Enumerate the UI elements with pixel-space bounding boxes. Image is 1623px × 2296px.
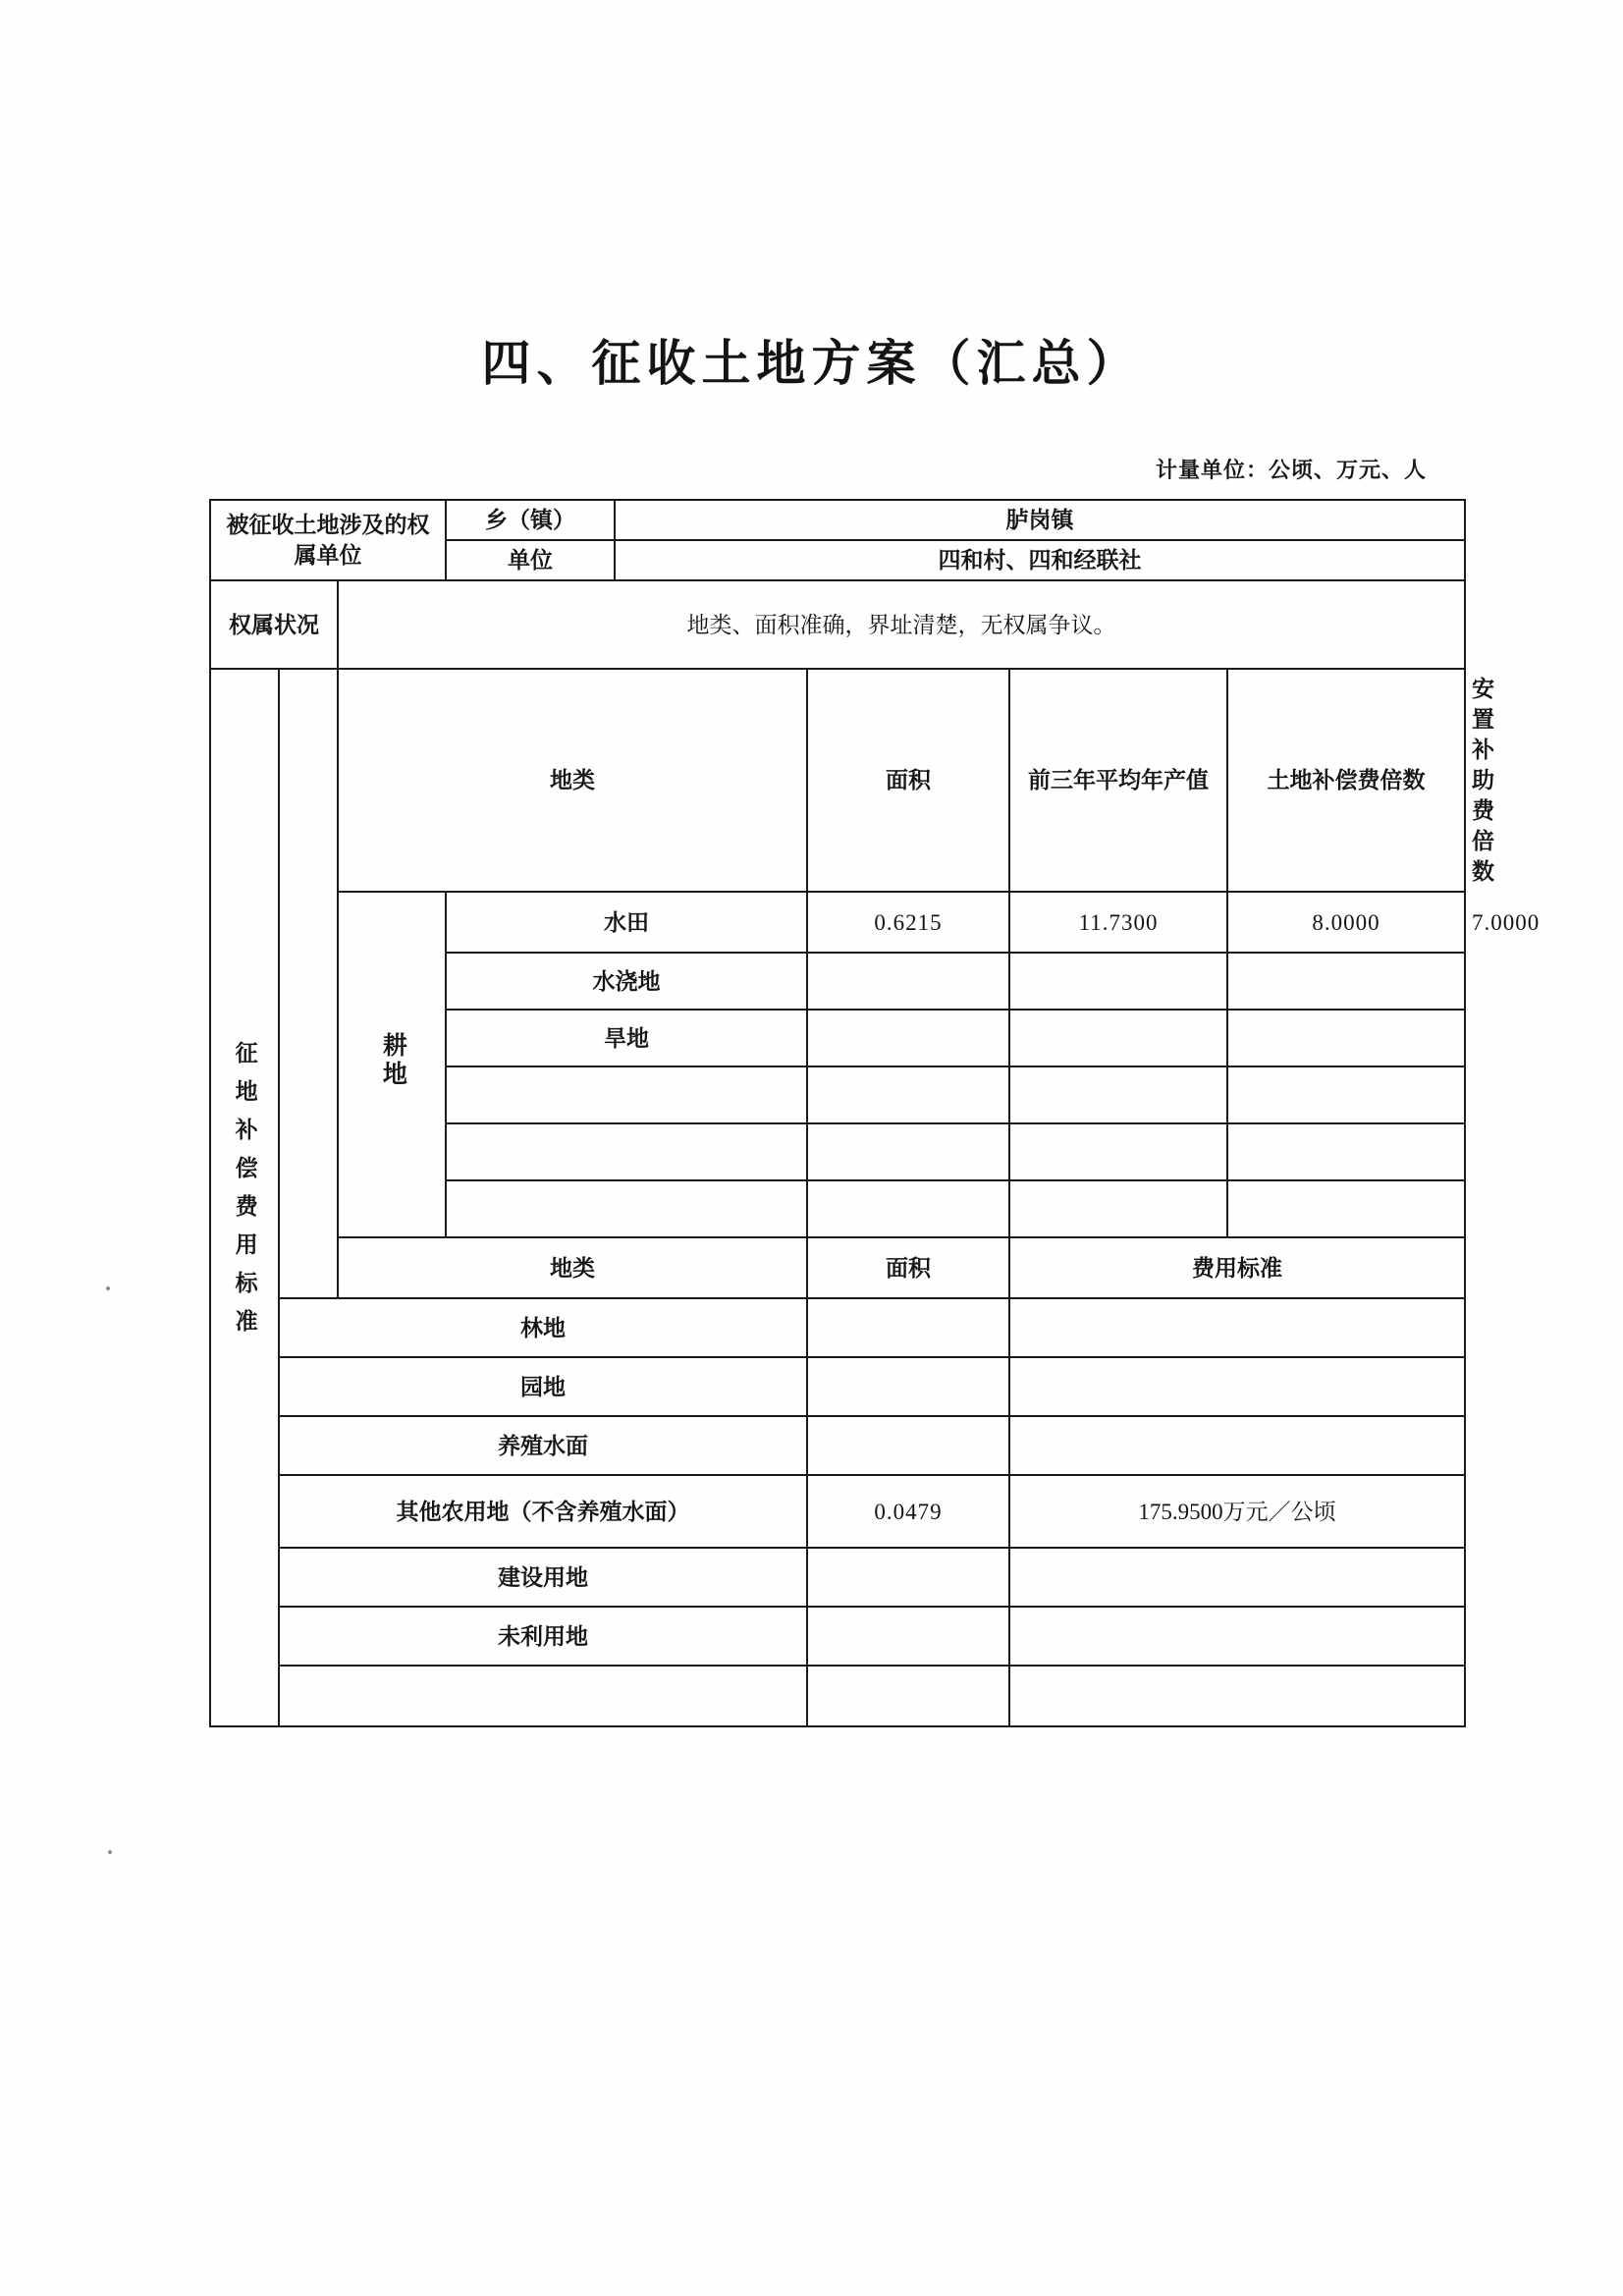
cell-area (807, 1180, 1009, 1237)
table-row: 耕地 水田 0.6215 11.7300 8.0000 7.0000 (210, 892, 1465, 953)
ownership-status-label: 权属状况 (210, 580, 338, 669)
table-row (210, 1416, 1465, 1475)
cell-land-multiplier (1227, 1010, 1465, 1066)
cell-land-multiplier (1227, 1123, 1465, 1180)
cell-avg-yield (1009, 1180, 1227, 1237)
scan-speck (106, 1286, 110, 1290)
cell-land-type: 养殖水面 (279, 1416, 807, 1475)
cell-area (807, 1357, 1009, 1416)
cell-land-type (446, 1180, 807, 1237)
cell-avg-yield: 11.7300 (1009, 892, 1227, 953)
col-header-avg-yield: 前三年平均年产值 (1009, 669, 1227, 892)
cell-area (807, 1607, 1009, 1666)
table-row-standard-header (210, 1237, 1465, 1298)
cell-land-type: 旱地 (446, 1010, 807, 1066)
cell-land-multiplier: 8.0000 (1227, 892, 1465, 953)
measurement-unit-note: 计量单位：公顷、万元、人 (1155, 458, 1427, 482)
cell-avg-yield (1009, 1123, 1227, 1180)
table-row (210, 1475, 1465, 1548)
cell-area (807, 1298, 1009, 1357)
table-row (210, 1666, 1465, 1726)
cell-fee-standard (1009, 1298, 1465, 1357)
table-row (210, 1357, 1465, 1416)
ownership-status-value: 地类、面积准确，界址清楚，无权属争议。 (338, 580, 1465, 669)
cell-land-multiplier (1227, 1180, 1465, 1237)
cell-area (807, 1548, 1009, 1607)
unit-value: 四和村、四和经联社 (615, 540, 1465, 580)
cell-area (807, 1010, 1009, 1066)
cell-land-type: 未利用地 (279, 1607, 807, 1666)
col-header-land-type: 地类 (338, 669, 807, 892)
cell-area (807, 1666, 1009, 1726)
col-header-area: 面积 (807, 669, 1009, 892)
cell-area: 0.0479 (807, 1475, 1009, 1548)
cell-fee-standard (1009, 1607, 1465, 1666)
land-requisition-table (209, 499, 1541, 1727)
col-header-fee-standard: 费用标准 (1009, 1237, 1465, 1298)
table-row (210, 1298, 1465, 1357)
col-header-land-multiplier: 土地补偿费倍数 (1227, 669, 1465, 892)
table-row-township (210, 500, 1465, 540)
township-value: 胪岗镇 (615, 500, 1465, 540)
cell-land-multiplier (1227, 1066, 1465, 1123)
ownership-row-label: 被征收土地涉及的权属单位 (210, 500, 446, 580)
col-header-land-type-2: 地类 (338, 1237, 807, 1298)
group-label-cultivated-land: 耕地 (338, 892, 446, 1237)
scan-speck (108, 1850, 112, 1854)
cell-land-type: 水浇地 (446, 953, 807, 1010)
cell-land-multiplier (1227, 953, 1465, 1010)
cell-land-type (446, 1066, 807, 1123)
cell-avg-yield (1009, 1010, 1227, 1066)
cell-land-type: 建设用地 (279, 1548, 807, 1607)
compensation-side-label: 征地补偿费用标准 (210, 669, 279, 1726)
cell-fee-standard (1009, 1357, 1465, 1416)
cell-area: 0.6215 (807, 892, 1009, 953)
township-label: 乡（镇） (446, 500, 615, 540)
cell-area (807, 1066, 1009, 1123)
table-row (210, 1548, 1465, 1607)
cell-land-type: 水田 (446, 892, 807, 953)
cell-land-type: 林地 (279, 1298, 807, 1357)
cell-fee-standard (1009, 1416, 1465, 1475)
cell-area (807, 1123, 1009, 1180)
cell-fee-standard: 175.9500万元／公顷 (1009, 1475, 1465, 1548)
unit-label: 单位 (446, 540, 615, 580)
table-row-compensation-header: 征地补偿费用标准 地类 面积 前三年平均年产值 土地补偿费倍数 安置补助费倍数 (210, 669, 1465, 892)
table-row (210, 1607, 1465, 1666)
spacer-cell (279, 669, 338, 1298)
cell-land-type: 园地 (279, 1357, 807, 1416)
cell-area (807, 953, 1009, 1010)
cell-fee-standard (1009, 1666, 1465, 1726)
col-header-area-2: 面积 (807, 1237, 1009, 1298)
cell-avg-yield (1009, 953, 1227, 1010)
cell-land-type: 其他农用地（不含养殖水面） (279, 1475, 807, 1548)
cell-area (807, 1416, 1009, 1475)
cell-land-type (279, 1666, 807, 1726)
cell-land-type (446, 1123, 807, 1180)
cell-avg-yield (1009, 1066, 1227, 1123)
page-title: 四、征收土地方案（汇总） (481, 336, 1142, 391)
table-row-ownership-status (210, 580, 1465, 669)
cell-fee-standard (1009, 1548, 1465, 1607)
